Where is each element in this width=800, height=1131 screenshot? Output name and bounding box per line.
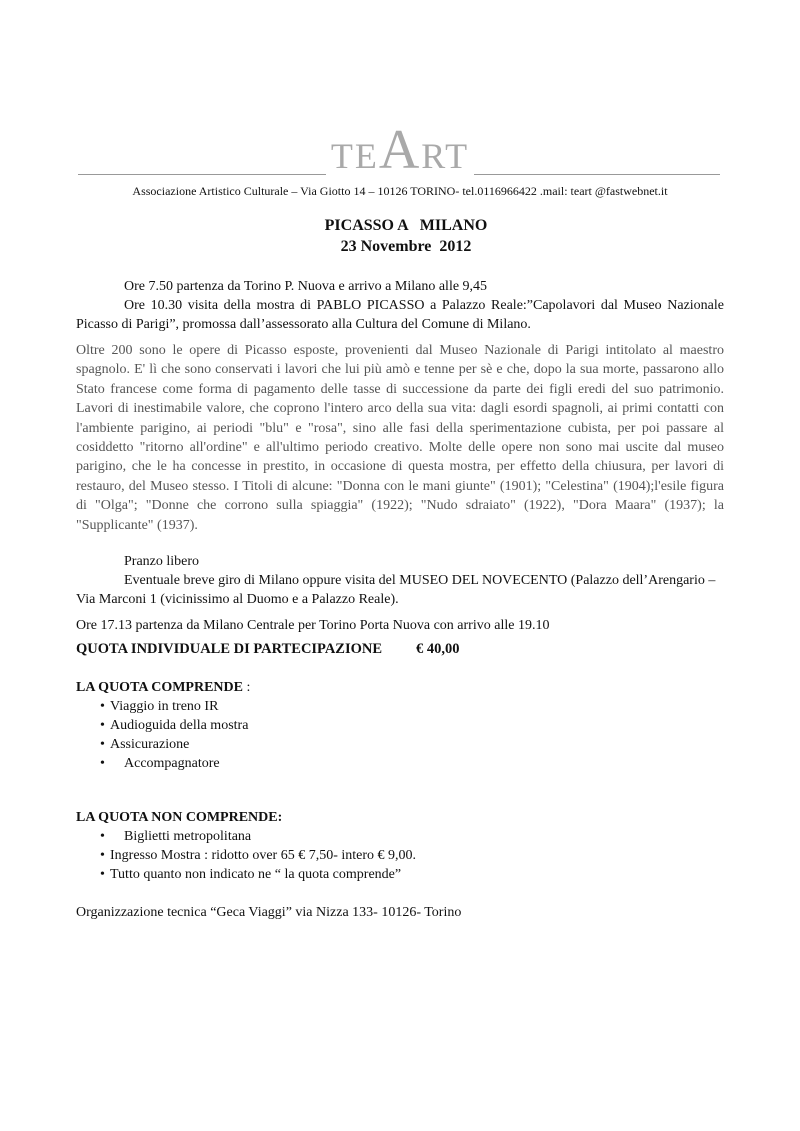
visit-line: Ore 10.30 visita della mostra di PABLO PICASSO a Palazzo Reale:”Capolavori dal Museo Nazionale Picasso di Parigi”, promossa dall’assessorato alla Cultura del Comune di Milano. xyxy=(76,298,724,332)
organizer-section xyxy=(76,903,724,922)
list-item: • Ingresso Mostra : ridotto over 65 € 7,50- intero € 9,00. xyxy=(100,848,417,863)
excluded-section xyxy=(76,808,724,884)
event-date: 23 Novembre 2012 xyxy=(340,238,472,255)
organizer-line: Organizzazione tecnica “Geca Viaggi” via Nizza 133- 10126- Torino xyxy=(76,905,462,920)
price-value: € 40,00 xyxy=(416,641,460,657)
excluded-heading: LA QUOTA NON COMPRENDE: xyxy=(76,810,283,825)
price-section xyxy=(76,640,724,659)
excluded-list xyxy=(76,827,724,884)
list-item: • Biglietti metropolitana xyxy=(100,829,252,844)
itinerary-section xyxy=(76,277,724,334)
logo-rule-right xyxy=(474,174,720,175)
association-address: Associazione Artistico Culturale – Via Giotto 14 – 10126 TORINO- tel.0116966422 .mail: teart @fastwebnet.it xyxy=(132,184,668,198)
afternoon-section xyxy=(76,552,724,609)
list-item: • Tutto quanto non indicato ne “ la quota comprende” xyxy=(100,867,402,882)
included-list xyxy=(76,697,724,773)
departure-line: Ore 7.50 partenza da Torino P. Nuova e arrivo a Milano alle 9,45 xyxy=(124,279,488,294)
letterhead-logo xyxy=(78,118,720,181)
event-title: PICASSO A MILANO xyxy=(324,217,488,234)
logo-rule-left xyxy=(78,174,326,175)
teart-logo: TEART xyxy=(330,119,470,181)
list-item: • Audioguida della mostra xyxy=(100,718,249,733)
lunch-line: Pranzo libero xyxy=(124,554,200,569)
list-item: • Viaggio in treno IR xyxy=(100,699,219,714)
included-heading: LA QUOTA COMPRENDE xyxy=(76,680,243,695)
list-item: • Accompagnatore xyxy=(100,756,220,771)
return-section xyxy=(76,616,724,635)
return-line: Ore 17.13 partenza da Milano Centrale per Torino Porta Nuova con arrivo alle 19.10 xyxy=(76,618,550,633)
price-label: QUOTA INDIVIDUALE DI PARTECIPAZIONE xyxy=(76,641,383,657)
included-section: LA QUOTA COMPRENDE : • Viaggio in treno IR • Audioguida della mostra • Assicurazione • Accompagnatore xyxy=(76,678,724,773)
list-item: • Assicurazione xyxy=(100,737,190,752)
exhibition-description xyxy=(76,341,724,535)
optional-visit-line: Eventuale breve giro di Milano oppure visita del MUSEO DEL NOVECENTO (Palazzo dell’Arengario –Via Marconi 1 (vicinissimo al Duomo e a Palazzo Reale). xyxy=(76,573,716,607)
description-text: Oltre 200 sono le opere di Picasso esposte, provenienti dal Museo Nazionale di Parigi intitolato al maestro spagnolo. E' lì che sono conservati i lavori che lui più amò e tenne per sè e che, dopo la sua morte, passarono allo Stato francese come forma di pagamento delle tasse di successione da parte dei figli eredi del suo patrimonio. Lavori di inestimabile valore, che coprono l'intero arco della sua vita: dagli esordi spagnoli, ai primi contatti con l'ambiente parigino, ai periodi "blu" e "rosa", sino alle fasi della sperimentazione cubista, per poi passare al cosiddetto "ritorno all'ordine" e all'ultimo periodo creativo. Molte delle opere non sono mai uscite dal museo parigino, che le ha concesse in prestito, in occasione di questa mostra, per effetto della chiusura, per lavori di restauro, del Museo stesso. I Titoli di alcune: "Donna con le mani giunte" (1901); "Celestina" (1904);l'esile figura di "Olga"; "Donne che corrono sulla spiaggia" (1922); "Nudo sdraiato" (1922), "Dora Maara" (1937); la "Supplicante" (1937). xyxy=(76,343,724,533)
